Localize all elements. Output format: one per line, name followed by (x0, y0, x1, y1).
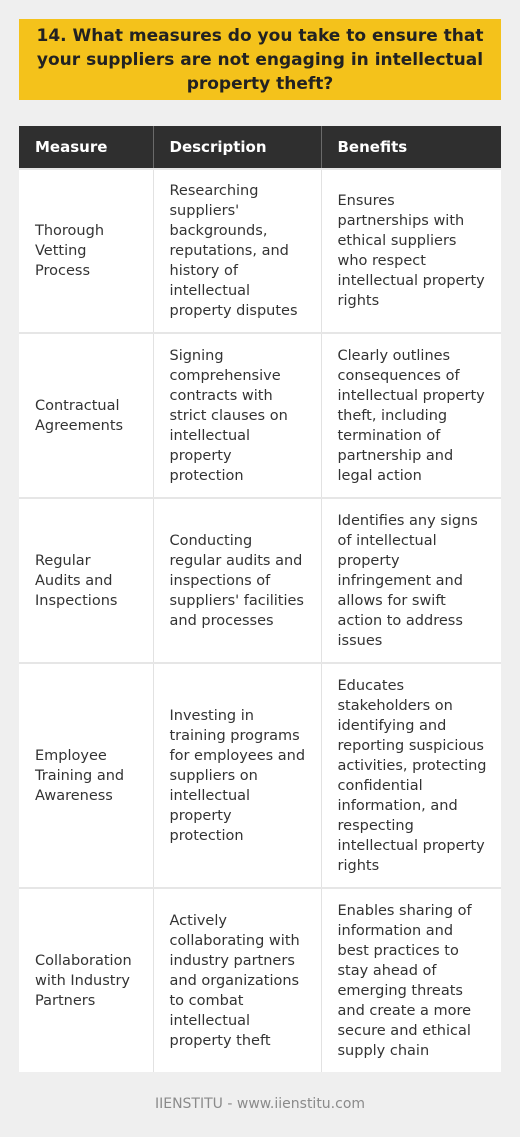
column-header-benefits: Benefits (321, 126, 501, 169)
measure-cell: Contractual Agreements (19, 333, 153, 498)
description-cell: Investing in training programs for employees and suppliers on intellectual property protection (153, 663, 321, 888)
benefits-cell: Enables sharing of information and best practices to stay ahead of emerging threats and create a more secure and ethical supply chain (321, 888, 501, 1072)
description-cell: Conducting regular audits and inspections of suppliers' facilities and processes (153, 498, 321, 663)
measure-cell: Thorough Vetting Process (19, 169, 153, 333)
title-banner (19, 19, 501, 100)
column-header-description: Description (153, 126, 321, 169)
description-cell: Signing comprehensive contracts with strict clauses on intellectual property protection (153, 333, 321, 498)
table-row (19, 498, 501, 663)
benefits-cell: Educates stakeholders on identifying and reporting suspicious activities, protecting confidential information, and respecting intellectual property rights (321, 663, 501, 888)
page-title: 14. What measures do you take to ensure that your suppliers are not engaging in intellectual property theft? (36, 25, 484, 94)
table-row (19, 333, 501, 498)
benefits-cell: Clearly outlines consequences of intellectual property theft, including termination of partnership and legal action (321, 333, 501, 498)
table-header-row (19, 126, 501, 169)
benefits-cell: Identifies any signs of intellectual property infringement and allows for swift action to address issues (321, 498, 501, 663)
table-row (19, 663, 501, 888)
measures-table-container (19, 126, 501, 1072)
column-header-measure: Measure (19, 126, 153, 169)
table-body (19, 169, 501, 1072)
table-row (19, 169, 501, 333)
measures-table (19, 126, 501, 1072)
measure-cell: Employee Training and Awareness (19, 663, 153, 888)
footer-credit: IIENSTITU - www.iienstitu.com (154, 1096, 366, 1112)
description-cell: Actively collaborating with industry partners and organizations to combat intellectual property theft (153, 888, 321, 1072)
measure-cell: Collaboration with Industry Partners (19, 888, 153, 1072)
benefits-cell: Ensures partnerships with ethical suppliers who respect intellectual property rights (321, 169, 501, 333)
description-cell: Researching suppliers' backgrounds, reputations, and history of intellectual property disputes (153, 169, 321, 333)
measure-cell: Regular Audits and Inspections (19, 498, 153, 663)
table-row (19, 888, 501, 1072)
table-header (19, 126, 501, 169)
